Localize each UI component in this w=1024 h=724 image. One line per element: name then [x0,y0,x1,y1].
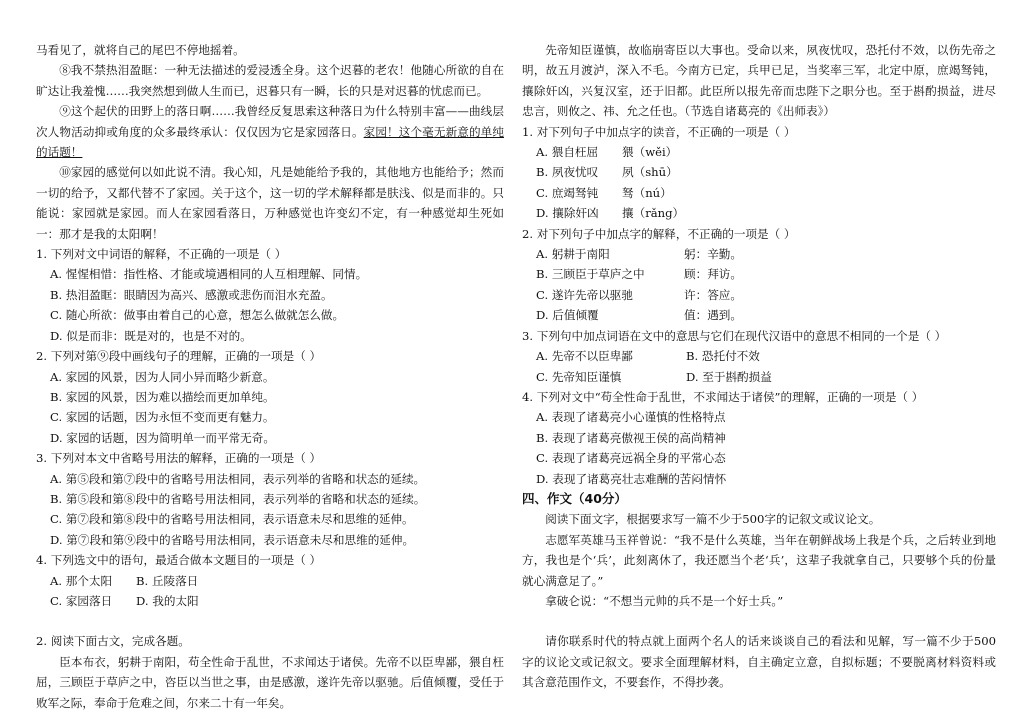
option-c [522,183,996,203]
option-a: A. 那个太阳 [50,573,113,588]
option-b [522,162,996,182]
option-c [522,285,996,305]
option-reading: 驽（nú） [622,185,672,200]
option-row [522,367,996,387]
writing-quote: 拿破仑说：“不想当元帅的兵不是一个好士兵。” [545,593,784,608]
option-gloss: 躬：辛勤。 [684,247,742,262]
option-d: D. 家园的话题，因为简明单一而平常无奇。 [50,430,275,445]
option-b: B. 丘陵落日 [136,573,199,588]
option-d: D. 我的太阳 [136,593,199,608]
option-a: A. 先帝不以臣卑鄙 [536,349,633,364]
option-c: C. 家园落日 [50,593,113,608]
option-b: B. 恐托付不效 [686,349,760,364]
passage-paragraph: 马看见了，就将自己的尾巴不停地摇着。 [36,43,245,57]
option-a: A. 表现了诸葛亮小心谨慎的性格特点 [536,410,726,425]
writing-requirements: 请你联系时代的特点就上面两个名人的话来谈谈自己的看法和见解，写一篇不少于500字的议论文或记叙文。要求全面理解材料，自主确定立意，自拟标题；不要脱离材料资料或其含意范围作文，不要套作，不得抄袭。 [522,634,996,690]
option-sentence: C. 遂许先帝以驱驰 [536,287,633,302]
question-1: 1. 对下列句子中加点字的读音，不正确的一项是（ ） [522,124,796,139]
option-c: C. 第⑦段和第⑧段中的省略号用法相同，表示语意未尽和思维的延伸。 [50,512,414,527]
option-reading: 夙（shū） [622,165,678,180]
option-sentence: C. 庶竭驽钝 [536,185,599,200]
option-sentence: D. 后值倾覆 [536,308,599,323]
passage-text: ⑨这个起伏的田野上的落日啊……我曾经反复思索这种落日为什么特别丰富——曲线层次人物活动抑或角度的众多最终承认：仅仅因为它是家园落日。 [36,104,504,139]
option-b: B. 表现了诸葛亮傲视王侯的高尚精神 [536,430,726,445]
option-row [522,346,996,366]
option-d: D. 第⑦段和第⑨段中的省略号用法相同，表示语意未尽和思维的延伸。 [50,532,415,547]
option-b: B. 第⑤段和第⑧段中的省略号用法相同，表示列举的省略和状态的延续。 [50,491,426,506]
question-3: 3. 下列句中加点词语在文中的意思与它们在现代汉语中的意思不相同的一个是（ ） [522,328,947,343]
option-sentence: B. 夙夜忧叹 [536,165,599,180]
section-4-heading: 四、作文（40分） [522,490,627,506]
option-b [522,264,996,284]
option-reading: 猥（wěi） [622,145,678,160]
option-c: C. 表现了诸葛亮远祸全身的平常心态 [536,451,726,466]
option-a: A. 第⑤段和第⑦段中的省略号用法相同，表示列举的省略和状态的延续。 [50,471,426,486]
question-4: 4. 下列选文中的语句，最适合做本文题目的一项是（ ） [36,553,322,568]
option-gloss: 值：遇到。 [684,308,742,323]
question-2: 2. 下列对第⑨段中画线句子的理解，正确的一项是（ ） [36,349,322,364]
option-c: C. 随心所欲：做事由着自己的心意，想怎么做就怎么做。 [50,308,345,323]
option-d: D. 表现了诸葛亮壮志难酬的苦闷情怀 [536,471,727,486]
option-d: D. 至于斟酌损益 [686,369,772,384]
option-sentence: A. 猥自枉屈 [536,145,599,160]
question-3: 3. 下列对本文中省略号用法的解释，正确的一项是（ ） [36,451,322,466]
option-c: C. 先帝知臣谨慎 [536,369,622,384]
option-d: D. 似是而非：既是对的，也是不对的。 [50,328,252,343]
option-gloss: 顾：拜访。 [684,267,742,282]
option-a [522,142,996,162]
question-4: 4. 下列对文中“苟全性命于乱世，不求闻达于诸侯”的理解，正确的一项是（ ） [522,389,924,404]
option-d [522,203,996,223]
left-column [36,40,504,713]
classical-passage: 先帝知臣谨慎，故临崩寄臣以大事也。受命以来，夙夜忧叹，恐托付不效，以伤先帝之明，故五月渡泸，深入不毛。今南方已定，兵甲已足，当奖率三军，北定中原，庶竭驽钝，攘除奸凶，兴复汉室，还于旧都。此臣所以报先帝而忠陛下之职分也。至于斟酌损益，进尽忠言，则攸之、祎、允之任也。（节选自诸葛亮的《出师表》） [522,43,996,119]
passage-paragraph [36,101,504,162]
question-1: 1. 下列对文中词语的解释，不正确的一项是（ ） [36,247,287,262]
option-row [36,571,504,591]
writing-quote: 志愿军英雄马玉祥曾说：“我不是什么英雄，当年在朝鲜战场上我是个兵，之后转业到地方，我也是个‘兵’，此刻离休了，我还愿当个老‘兵’，这辈子我就拿自己，只要够个兵的份量就心满意足了。” [522,532,996,588]
passage-paragraph: ⑩家园的感觉何以如此说不清。我心知，凡是她能给予我的，其他地方也能给予；然而一切的给予，又都代替不了家园。关于这个，这一切的学术解释都是肤浅、似是而非的。只能说：家园就是家园。而人在家园看落日，万种感觉也许变幻不定，有一种感觉却生死如一：那才是我的太阳啊！ [36,165,504,241]
option-a: A. 惺惺相惜：指性格、才能或境遇相同的人互相理解、同情。 [50,267,368,282]
section-2-heading: 2. 阅读下面古文，完成各题。 [36,634,190,649]
option-gloss: 许：答应。 [684,287,742,302]
classical-passage: 臣本布衣，躬耕于南阳，苟全性命于乱世，不求闻达于诸侯。先帝不以臣卑鄙，猥自枉屈，三顾臣于草庐之中，咨臣以当世之事，由是感激，遂许先帝以驱驰。后值倾覆，受任于败军之际，奉命于危难之间，尔来二十有一年矣。 [36,654,504,710]
option-row [36,591,504,611]
right-column [522,40,996,693]
passage-paragraph: ⑧我不禁热泪盈眶：一种无法描述的爱浸透全身。这个迟暮的老农！他随心所欲的自在旷达让我羞愧……我突然想到做人生而已，迟暮只有一瞬，长的只是对迟暮的忧虑而已。 [36,63,504,98]
underlined-sentence: 家园！这个毫无新意的单纯的话题！ [36,124,504,160]
spacer [36,611,504,631]
option-sentence: D. 攘除奸凶 [536,206,599,221]
option-b: B. 家园的风景，因为难以描绘而更加单纯。 [50,389,275,404]
option-sentence: A. 躬耕于南阳 [536,247,610,262]
option-d [522,305,996,325]
option-c: C. 家园的话题，因为永恒不变而更有魅力。 [50,410,275,425]
option-a: A. 家园的风景，因为人同小异而略少新意。 [50,369,275,384]
option-reading: 攘（rǎng） [622,206,685,221]
question-2: 2. 对下列句子中加点字的解释，不正确的一项是（ ） [522,226,796,241]
option-sentence: B. 三顾臣于草庐之中 [536,267,645,282]
option-a [522,244,996,264]
writing-instruction: 阅读下面文字，根据要求写一篇不少于500字的记叙文或议论文。 [545,512,881,527]
option-b: B. 热泪盈眶：眼睛因为高兴、感激或悲伤而泪水充盈。 [50,287,333,302]
spacer [522,611,996,631]
